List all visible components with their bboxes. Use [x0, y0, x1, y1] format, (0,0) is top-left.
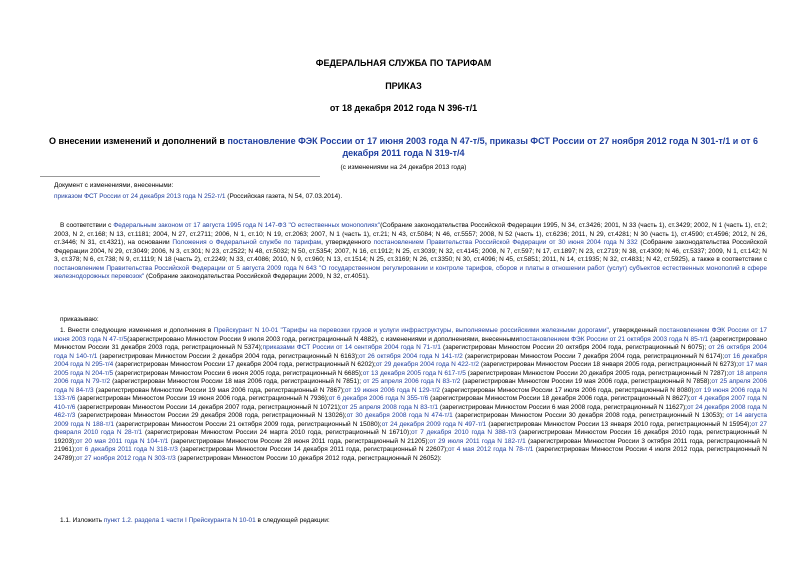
- paragraph-text: (зарегистрирован Минюстом России 17 декабря 2004 года, регистрационный N 6202);: [113, 361, 376, 368]
- paragraph-text: (зарегистрирован Минюстом России 18 декабря 2006 года, регистрационный N 8627);: [428, 395, 691, 402]
- document-link[interactable]: пункт 1.2. раздела 1 части I Прейскуранта N 10-01: [103, 517, 256, 524]
- paragraph-text: (зарегистрирован Минюстом России 24 марта 2010 года, регистрационный N 16710);: [142, 429, 411, 436]
- revision-status: (с изменениями на 24 декабря 2013 года): [340, 164, 467, 171]
- paragraph-text: (зарегистрирован Минюстом России 21 октября 2009 года, регистрационный N 15080);: [113, 420, 382, 428]
- preamble-paragraph: [54, 222, 767, 282]
- paragraph-text: в следующей редакции:: [255, 517, 330, 524]
- document-link[interactable]: от 13 декабря 2005 года N 617-т/5: [362, 369, 466, 377]
- document-link[interactable]: от 20 мая 2011 года N 104-т/1: [76, 437, 169, 445]
- document-link[interactable]: от 29 декабря 2004 года N 422-т/2: [375, 361, 480, 368]
- paragraph-text: (Собрание законодательства Российской Федерации 2004, N 29, ст.3049; 2006, N 3, ст.301; N 23, ст.2522; N 48, ст.5032; N 50, ст.5354; 2007, N 16, ст.1912; N 25, ст.3039; N 32, ст.4145; 2008, N 7, ст.597; N 17, ст.1897; N 23, ст.2719; N 38, ст.4309; N 46, ст.5337; 2009, N 1, ст.142; N 3, ст.378; N 6, ст.738; N 9, ст.1119; N 18 (часть 2), ст.2249; N 33, ст.4086; 2010, N 9, ст.960; N 13, ст.1514; N 25, ст.3169; N 26, ст.3350; N 30, ст.4096; N 45, ст.5851; 2011, N 14, ст.1935; N 32, ст.4831; N 42, ст.5925), а также в соответствии с: [54, 239, 767, 263]
- paragraph-text: (зарегистрирован Минюстом России 29 декабря 2008 года, регистрационный N 13026);: [75, 412, 347, 419]
- changes-note: [54, 180, 654, 202]
- document-link[interactable]: от 25 апреля 2006 года N 83-т/2: [363, 378, 461, 385]
- orders-text: приказываю:: [60, 316, 99, 323]
- paragraph-text: (Собрание законодательства Российской Федерации 2009, N 32, ст.4051).: [144, 273, 370, 280]
- document-link[interactable]: от 24 декабря 2008 года N 462-т/3: [54, 403, 768, 419]
- document-subject: [40, 135, 767, 159]
- paragraph-text: , утвержденный: [608, 327, 660, 334]
- document-link[interactable]: приказами ФСТ России от 14 сентября 2004 года N 71-т/1: [262, 344, 441, 351]
- document-link[interactable]: постановлением ФЭК России от 17 июня 2003 года N 47-т/5: [54, 327, 767, 343]
- document-link[interactable]: от 19 июня 2006 года N 129-т/2: [344, 386, 441, 394]
- changes-intro: Документ с изменениями, внесенными:: [54, 182, 174, 189]
- paragraph-text: (зарегистрирован Минюстом России 7 декабря 2004 года, регистрационный N 6174);: [462, 352, 725, 360]
- document-link[interactable]: от 30 декабря 2008 года N 474-т/1: [346, 412, 453, 419]
- document-link[interactable]: постановлением Правительства Российской Федерации от 30 июня 2004 года N 332: [373, 239, 638, 246]
- paragraph-text: (зарегистрирован Минюстом России 28 июня 2011 года, регистрационный N 21205);: [168, 437, 430, 445]
- orders-line: [54, 316, 767, 325]
- document-link[interactable]: Положения о Федеральной службе по тарифам: [172, 239, 322, 246]
- paragraph-text: (зарегистрирован Минюстом России 20 декабря 2005 года, регистрационный N 7287);: [465, 369, 729, 377]
- document-link[interactable]: от 24 декабря 2009 года N 497-т/1: [381, 420, 487, 428]
- issuing-authority: ФЕДЕРАЛЬНАЯ СЛУЖБА ПО ТАРИФАМ: [315, 58, 492, 68]
- paragraph-text: (зарегистрирован Минюстом России 16 декабря 2010 года, регистрационный N 19203);: [54, 429, 767, 445]
- paragraph-text: (зарегистрирован Минюстом России 2 декабря 2004 года, регистрационный N 6163);: [97, 352, 359, 360]
- paragraph-text: (зарегистрирован Минюстом России 30 декабря 2008 года, регистрационный N 13053);: [452, 412, 727, 419]
- document-link[interactable]: от 25 апреля 2008 года N 83-т/1: [341, 403, 439, 411]
- document-link[interactable]: от 29 июля 2011 года N 182-т/1: [429, 437, 526, 445]
- document-link[interactable]: Прейскурант N 10-01 "Тарифы на перевозки грузов и услуги инфраструктуры, выполняемые российскими железными дорогами": [213, 327, 609, 334]
- document-link[interactable]: от 6 декабря 2006 года N 355-т/6: [328, 395, 429, 402]
- document-link[interactable]: от 16 декабря 2004 года N 295-т/4: [54, 352, 767, 368]
- paragraph-text: (зарегистрирован Минюстом России 14 декабря 2007 года, регистрационный N 10721);: [75, 403, 342, 411]
- document-link[interactable]: от 18 апреля 2006 года N 79-т/2: [54, 369, 767, 385]
- paragraph-text: (зарегистрировано Минюстом России 31 декабря 2003 года, регистрационный N 5374);: [54, 335, 767, 351]
- item-1-paragraph: [54, 327, 767, 463]
- paragraph-text: (зарегистрирован Минюстом России 19 мая 2006 года, регистрационный N 7867);: [93, 386, 345, 394]
- document-link[interactable]: от 14 августа 2009 года N 188-т/1: [54, 412, 767, 428]
- paragraph-text: (зарегистрирован Минюстом России 19 июня 2006 года, регистрационный N 7936);: [75, 395, 329, 402]
- paragraph-text: , утвержденного: [321, 239, 374, 246]
- document-link[interactable]: постановлением Правительства Российской Федерации от 5 августа 2009 года N 643 "О государственном регулировании и контроле тарифов, сборов и платы в отношении работ (услуг) субъектов естественных монополий в сфере железнодорожных перевозок": [54, 264, 767, 280]
- document-link[interactable]: Федеральным законом от 17 августа 1995 года N 147-ФЗ "О естественных монополиях": [113, 222, 381, 229]
- paragraph-text: (зарегистрирован Минюстом России 6 июня 2005 года, регистрационный N 6685);: [113, 369, 363, 377]
- document-link[interactable]: от 4 декабря 2007 года N 410-т/6: [54, 395, 767, 411]
- subject-prefix: О внесении изменений и дополнений в: [49, 136, 228, 146]
- paragraph-text: (зарегистрирован Минюстом России 10 декабря 2012 года, регистрационный N 26052):: [175, 454, 442, 462]
- paragraph-text: (зарегистрирован Минюстом России 13 января 2010 года, регистрационный N 15954);: [486, 420, 752, 428]
- paragraph-text: (зарегистрирован Минюстом России 14 декабря 2011 года, регистрационный N 22607);: [177, 446, 448, 453]
- paragraph-text: В соответствии с: [60, 222, 114, 229]
- document-link[interactable]: постановлением ФЭК России от 21 октября 2003 года N 85-т/1: [519, 335, 709, 343]
- document-link[interactable]: от 26 октября 2004 года N 141-т/2: [358, 352, 463, 360]
- document-link[interactable]: от 27 ноября 2012 года N 303-т/3: [76, 454, 176, 462]
- document-link[interactable]: от 26 октября 2004 года N 140-т/1: [54, 344, 767, 360]
- paragraph-text: 1.1. Изложить: [60, 517, 104, 524]
- divider: [40, 176, 320, 177]
- item-1-1-paragraph: [54, 517, 767, 526]
- amending-order-link[interactable]: приказом ФСТ России от 24 декабря 2013 года N 252-т/1: [54, 193, 226, 200]
- document-link[interactable]: от 7 декабря 2010 года N 388-т/3: [411, 429, 517, 436]
- document-link[interactable]: от 6 декабря 2011 года N 318-т/3: [76, 446, 178, 453]
- paragraph-text: (зарегистрировано Минюстом России 9 июля 2003 года, регистрационный N 4882), с изменениями и дополнениями, внесенными: [127, 335, 520, 343]
- paragraph-text: 1. Внести следующие изменения и дополнения в: [60, 327, 214, 334]
- paragraph-text: (зарегистрирован Минюстом России 20 октября 2004 года, регистрационный N 6075);: [440, 344, 709, 351]
- document-link[interactable]: от 4 мая 2012 года N 78-т/1: [447, 446, 534, 453]
- paragraph-text: (зарегистрирован Минюстом России 6 мая 2008 года, регистрационный N 11627);: [438, 403, 687, 411]
- changes-tail: (Российская газета, N 54, 07.03.2014).: [225, 193, 343, 200]
- paragraph-text: (зарегистрирован Минюстом России 3 октября 2011 года, регистрационный N 21961);: [54, 437, 767, 453]
- paragraph-text: (зарегистрирован Минюстом России 17 июля 2006 года, регистрационный N 8080);: [440, 386, 696, 394]
- changes-line: [54, 191, 654, 202]
- document-link[interactable]: от 17 мая 2005 года N 204-т/5: [54, 361, 767, 377]
- document-link[interactable]: от 27 февраля 2010 года N 28-т/1: [54, 420, 767, 436]
- paragraph-text: (Собрание законодательства Российской Федерации 1995, N 34, ст.3426; 2001, N 33 (часть 1), ст.3429; 2002, N 1 (часть 1), ст.2; 2003, N 2, ст.168; N 13, ст.1181; 2004, N 27, ст.2711; 2006, N 1, ст.10; N 19, ст.2063; 2007, N 1 (часть 1), ст.21; N 43, ст.5084; N 46, ст.5557; 2008, N 52 (часть 1), ст.6236; 2011, N 29, ст.4281; N 30 (часть 1), ст.4590; ст.4596; 2012, N 26, ст.3446; N 31, ст.4321), на основании: [54, 222, 767, 246]
- paragraph-text: (зарегистрирован Минюстом России 19 мая 2006 года, регистрационный N 7858);: [460, 378, 712, 385]
- document-type: ПРИКАЗ: [385, 81, 422, 91]
- document-date: от 18 декабря 2012 года N 396-т/1: [329, 103, 478, 113]
- document-link[interactable]: от 25 апреля 2006 года N 84-т/3: [54, 378, 768, 394]
- subject-link[interactable]: постановление ФЭК России от 17 июня 2003 года N 47-т/5, приказы ФСТ России от 27 ноября 2012 года N 301-т/1 и от 6 декабря 2011 года N 319-т/4: [227, 136, 758, 158]
- document-link[interactable]: от 19 июня 2006 года N 133-т/6: [54, 386, 767, 402]
- paragraph-text: (зарегистрирован Минюстом России 4 июля 2012 года, регистрационный N 24789);: [54, 446, 767, 462]
- paragraph-text: (зарегистрирован Минюстом России 18 января 2005 года, регистрационный N 6273);: [479, 361, 739, 368]
- paragraph-text: (зарегистрирован Минюстом России 18 мая 2006 года, регистрационный N 7851);: [110, 378, 364, 385]
